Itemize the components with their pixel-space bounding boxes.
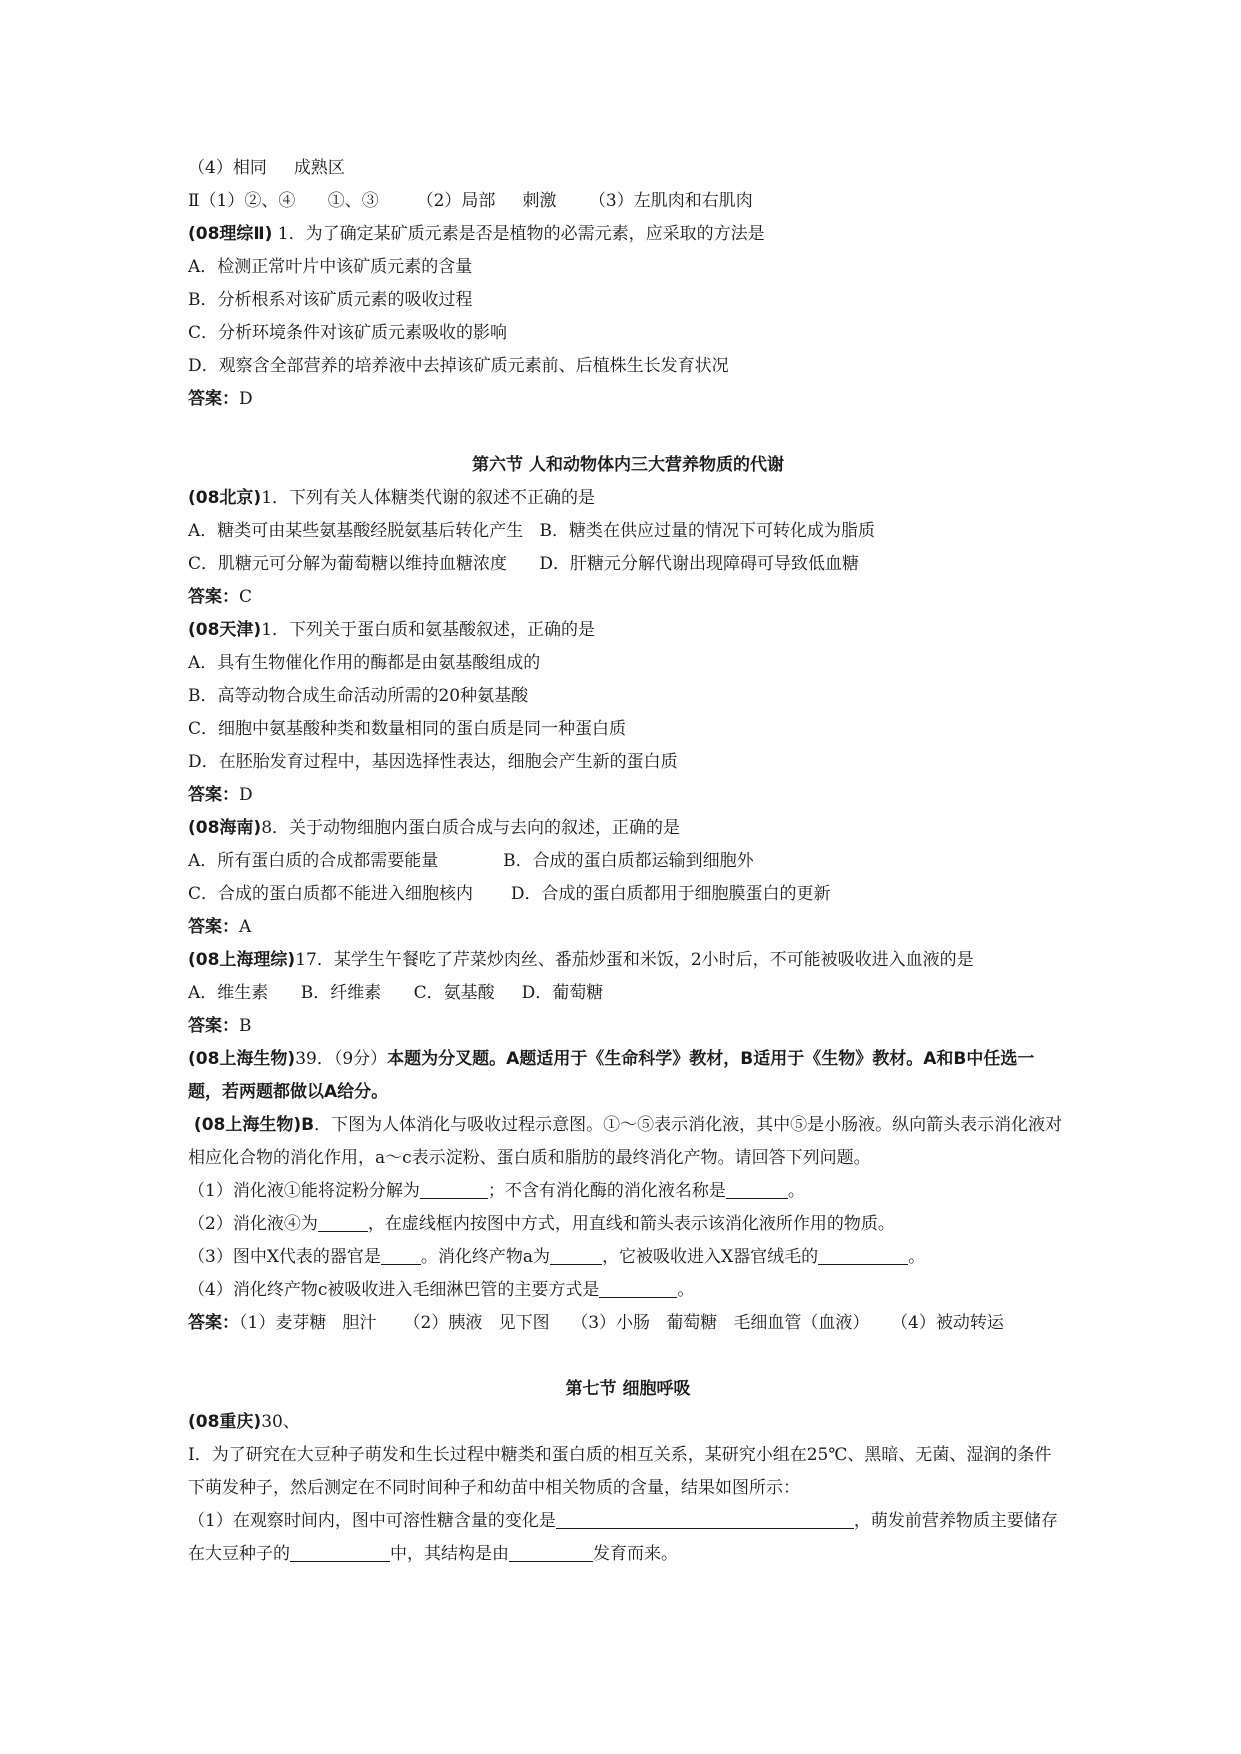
question-tag: (08北京): [188, 488, 262, 508]
question-stem: [188, 614, 1068, 647]
answer-blank[interactable]: [599, 1279, 677, 1298]
question-tag: (08天津): [188, 620, 262, 640]
question-text: 1．下列有关人体糖类代谢的叙述不正确的是: [261, 488, 596, 508]
answer: [188, 1010, 1068, 1043]
document-content: [188, 152, 1068, 1571]
answer: [188, 779, 1068, 812]
question-tag: (08理综Ⅱ): [188, 224, 273, 244]
answer-label: 答案：: [188, 1016, 239, 1036]
question-tag: (08重庆): [188, 1412, 262, 1432]
answer: [188, 581, 1068, 614]
option: C．合成的蛋白质都不能进入细胞核内 D．合成的蛋白质都用于细胞膜蛋白的更新: [188, 884, 831, 904]
answer-blank[interactable]: [818, 1246, 908, 1265]
question-paragraph: I．为了研究在大豆种子萌发和生长过程中糖类和蛋白质的相互关系，某研究小组在25℃、黑暗、无菌、湿润的条件下萌发种子，然后测定在不同时间种子和幼苗中相关物质的含量，结果如图所示：: [188, 1445, 1052, 1498]
option: D．在胚胎发育过程中，基因选择性表达，细胞会产生新的蛋白质: [188, 752, 678, 772]
option: A．糖类可由某些氨基酸经脱氨基后转化产生 B．糖类在供应过量的情况下可转化成为脂质: [188, 521, 875, 541]
option: B．高等动物合成生命活动所需的20种氨基酸: [188, 686, 529, 706]
question-tag: (08上海理综): [188, 950, 296, 970]
sub-question: （4）消化终产物c被吸收进入毛细淋巴管的主要方式是 。: [188, 1280, 695, 1300]
question-tag: (08上海生物)B: [188, 1115, 315, 1135]
section-title: 第六节 人和动物体内三大营养物质的代谢: [472, 455, 784, 475]
question-stem: [188, 812, 1068, 845]
answer-value: A: [239, 917, 252, 937]
sub-question: （2）消化液④为 ，在虚线框内按图中方式，用直线和箭头表示该消化液所作用的物质。: [188, 1214, 895, 1234]
answer-blank[interactable]: [550, 1246, 602, 1265]
option: B．分析根系对该矿质元素的吸收过程: [188, 290, 473, 310]
answer-blank[interactable]: [509, 1543, 593, 1562]
text-line: （4）相同 成熟区: [188, 158, 345, 178]
answer-blank[interactable]: [726, 1180, 788, 1199]
option: C．细胞中氨基酸种类和数量相同的蛋白质是同一种蛋白质: [188, 719, 627, 739]
answer-blank[interactable]: [381, 1246, 421, 1265]
question-stem: [188, 1109, 1068, 1175]
answer-value: B: [239, 1016, 252, 1036]
option: A．具有生物催化作用的酶都是由氨基酸组成的: [188, 653, 541, 673]
question-number: 39．（9分）: [295, 1049, 388, 1069]
question-tag: (08上海生物): [188, 1049, 296, 1069]
answer-value: D: [239, 389, 253, 409]
answer-label: 答案：: [188, 785, 239, 805]
answer-value: C: [239, 587, 253, 607]
answer: [188, 911, 1068, 944]
answer-blank[interactable]: [318, 1213, 368, 1232]
question-instruction: 本题为分叉题。A题适用于《生命科学》教材，B适用于《生物》教材。A和B中任选一题，若两题都做以A给分。: [188, 1049, 1035, 1102]
section-title: 第七节 细胞呼吸: [565, 1379, 691, 1399]
answer-blank[interactable]: [556, 1510, 854, 1529]
answer-value: D: [239, 785, 253, 805]
question-text: 1．为了确定某矿质元素是否是植物的必需元素，应采取的方法是: [272, 224, 765, 244]
option: C．分析环境条件对该矿质元素吸收的影响: [188, 323, 508, 343]
answer-value: （1）麦芽糖 胆汁 （2）胰液 见下图 （3）小肠 葡萄糖 毛细血管（血液） （4）被动转运: [239, 1313, 1004, 1333]
question-tag: (08海南): [188, 818, 262, 838]
question-stem: [188, 1406, 1068, 1439]
option: D．观察含全部营养的培养液中去掉该矿质元素前、后植株生长发育状况: [188, 356, 729, 376]
question-stem: [188, 482, 1068, 515]
question-stem: [188, 1043, 1068, 1109]
sub-question: （1）消化液①能将淀粉分解为 ；不含有消化酶的消化液名称是 。: [188, 1181, 805, 1201]
sub-question: （3）图中X代表的器官是 。消化终产物a为 ，它被吸收进入X器官绒毛的 。: [188, 1247, 926, 1267]
text-line: Ⅱ（1）②、④ ①、③ （2）局部 刺激 （3）左肌肉和右肌肉: [188, 191, 753, 211]
sub-question: （1）在观察时间内，图中可溶性糖含量的变化是 ，萌发前营养物质主要储存在大豆种子的 中，其结构是由 发育而来。: [188, 1511, 1058, 1564]
answer-label: 答案：: [188, 389, 239, 409]
answer-blank[interactable]: [290, 1543, 390, 1562]
question-text: 1．下列关于蛋白质和氨基酸叙述，正确的是: [261, 620, 596, 640]
question-text: 8．关于动物细胞内蛋白质合成与去向的叙述，正确的是: [261, 818, 681, 838]
question-text: 17．某学生午餐吃了芹菜炒肉丝、番茄炒蛋和米饭，2小时后，不可能被吸收进入血液的是: [295, 950, 974, 970]
answer-blank[interactable]: [420, 1180, 488, 1199]
question-text: ．下图为人体消化与吸收过程示意图。①～⑤表示消化液，其中⑤是小肠液。纵向箭头表示消化液对相应化合物的消化作用，a～c表示淀粉、蛋白质和脂肪的最终消化产物。请回答下列问题。: [188, 1115, 1063, 1168]
option: C．肌糖元可分解为葡萄糖以维持血糖浓度 D．肝糖元分解代谢出现障碍可导致低血糖: [188, 554, 860, 574]
question-stem: [188, 218, 1068, 251]
option: A．所有蛋白质的合成都需要能量 B．合成的蛋白质都运输到细胞外: [188, 851, 754, 871]
answer-label: 答案：: [188, 917, 239, 937]
option: A．检测正常叶片中该矿质元素的含量: [188, 257, 473, 277]
answer: [188, 383, 1068, 416]
answer-label: 答案：: [188, 1313, 239, 1333]
question-text: 30、: [261, 1412, 300, 1432]
option: A．维生素 B．纤维素 C．氨基酸 D．葡萄糖: [188, 983, 604, 1003]
answer: [188, 1307, 1068, 1340]
question-stem: [188, 944, 1068, 977]
answer-label: 答案：: [188, 587, 239, 607]
